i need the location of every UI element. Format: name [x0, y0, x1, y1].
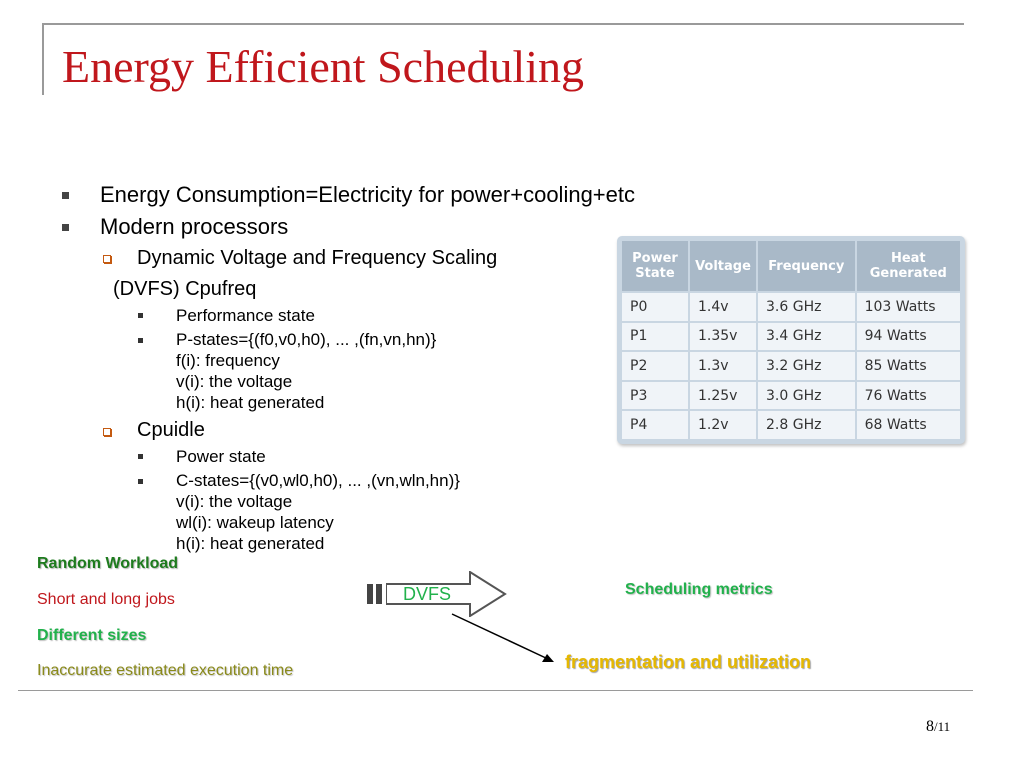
table-row	[621, 381, 961, 411]
col-header: Frequency	[757, 240, 856, 292]
dvfs-bar-icon	[376, 584, 382, 604]
table-cell: 1.2v	[689, 410, 757, 440]
dvfs-bar-icon	[367, 584, 373, 604]
table-cell: P1	[621, 322, 689, 352]
slide-title: Energy Efficient Scheduling	[62, 41, 585, 92]
table-row	[621, 322, 961, 352]
table-cell: 94 Watts	[856, 322, 961, 352]
p-states-def: P-states={(f0,v0,h0), ... ,(fn,vn,hn)}	[176, 330, 437, 349]
page-number	[926, 718, 950, 736]
table-row	[621, 351, 961, 381]
bullet-square-icon	[62, 224, 69, 231]
table-cell: P0	[621, 292, 689, 322]
p-states-voltage: v(i): the voltage	[176, 372, 293, 391]
col-header: Power State	[621, 240, 689, 292]
table-cell: P4	[621, 410, 689, 440]
c-states-wakeup: wl(i): wakeup latency	[176, 513, 334, 532]
bullet-square-icon	[62, 192, 69, 199]
bullet-c-states	[176, 470, 460, 554]
c-states-def: C-states={(v0,wl0,h0), ... ,(vn,wln,hn)}	[176, 471, 460, 490]
table-cell: P3	[621, 381, 689, 411]
table-cell: 103 Watts	[856, 292, 961, 322]
col-header: Voltage	[689, 240, 757, 292]
hollow-square-bullet-icon	[103, 428, 111, 436]
bullet-power-state: Power state	[176, 447, 266, 466]
note-different-sizes: Different sizes	[37, 627, 147, 644]
bullet-small-square-icon	[138, 313, 143, 318]
table-cell: P2	[621, 351, 689, 381]
table-cell: 1.35v	[689, 322, 757, 352]
note-scheduling-metrics: Scheduling metrics	[625, 581, 773, 598]
bullet-p-states	[176, 329, 436, 413]
power-state-table	[617, 236, 965, 444]
bullet-dvfs-line1: Dynamic Voltage and Frequency Scaling	[137, 247, 498, 269]
frame-bottom-rule	[18, 690, 973, 691]
hollow-square-bullet-icon	[103, 255, 111, 263]
table-cell: 3.6 GHz	[757, 292, 856, 322]
table-cell: 1.25v	[689, 381, 757, 411]
bullet-dvfs-line2: (DVFS) Cpufreq	[113, 278, 257, 300]
table-row	[621, 292, 961, 322]
table-cell: 76 Watts	[856, 381, 961, 411]
table-cell: 1.3v	[689, 351, 757, 381]
c-states-voltage: v(i): the voltage	[176, 492, 293, 511]
dvfs-label: DVFS	[403, 584, 452, 604]
note-inaccurate-estimate: Inaccurate estimated execution time	[37, 662, 294, 679]
bullet-energy-consumption: Energy Consumption=Electricity for power+cooling+etc	[100, 182, 635, 207]
note-short-long-jobs: Short and long jobs	[37, 591, 175, 608]
bullet-small-square-icon	[138, 454, 143, 459]
page-total: /11	[934, 719, 951, 734]
frame-left-rule	[42, 23, 44, 95]
page-current: 8	[926, 718, 934, 735]
table-cell: 3.0 GHz	[757, 381, 856, 411]
bullet-modern-processors: Modern processors	[100, 214, 289, 239]
table-cell: 3.2 GHz	[757, 351, 856, 381]
p-states-heat: h(i): heat generated	[176, 393, 325, 412]
col-header: Heat Generated	[856, 240, 961, 292]
c-states-heat: h(i): heat generated	[176, 534, 325, 553]
frame-top-rule	[42, 23, 964, 25]
table-cell: 68 Watts	[856, 410, 961, 440]
diagonal-arrow-icon	[450, 612, 560, 668]
bullet-cpuidle: Cpuidle	[137, 419, 205, 441]
note-random-workload: Random Workload	[37, 555, 179, 572]
table-cell: 3.4 GHz	[757, 322, 856, 352]
bullet-performance-state: Performance state	[176, 306, 315, 325]
bullet-small-square-icon	[138, 479, 143, 484]
bullet-small-square-icon	[138, 338, 143, 343]
table-row	[621, 410, 961, 440]
note-fragmentation: fragmentation and utilization	[565, 652, 811, 672]
table-header-row	[621, 240, 961, 292]
p-states-frequency: f(i): frequency	[176, 351, 280, 370]
table-cell: 85 Watts	[856, 351, 961, 381]
table-cell: 2.8 GHz	[757, 410, 856, 440]
table-cell: 1.4v	[689, 292, 757, 322]
